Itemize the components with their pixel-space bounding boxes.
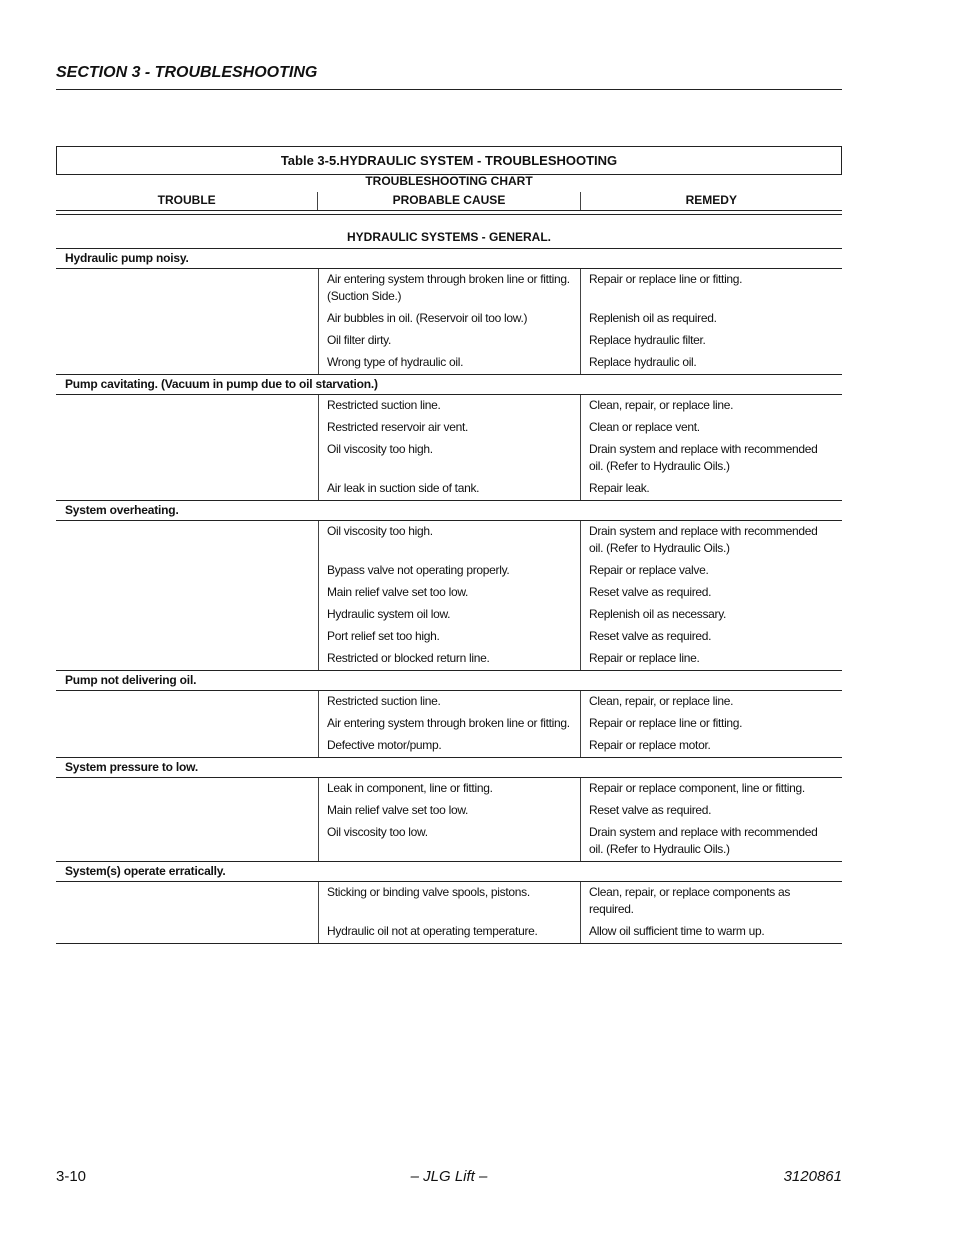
trouble-group: [56, 521, 842, 671]
document-number: 3120861: [783, 1168, 842, 1185]
trouble-heading: Pump not delivering oil.: [56, 671, 842, 691]
trouble-heading: System(s) operate erratically.: [56, 862, 842, 882]
probable-cause-cell: Bypass valve not operating properly.: [318, 560, 580, 582]
remedy-cell: Replace hydraulic filter.: [580, 330, 842, 352]
chart-label: TROUBLESHOOTING CHART: [365, 174, 533, 188]
trouble-column-spacer: [56, 521, 318, 670]
probable-cause-cell: Oil viscosity too high.: [318, 521, 580, 560]
remedy-cell: Drain system and replace with recommended oil. (Refer to Hydraulic Oils.): [580, 439, 842, 478]
table-row: [318, 921, 842, 943]
probable-cause-cell: Wrong type of hydraulic oil.: [318, 352, 580, 374]
remedy-cell: Repair or replace component, line or fitting.: [580, 778, 842, 800]
remedy-cell: Drain system and replace with recommended oil. (Refer to Hydraulic Oils.): [580, 822, 842, 861]
table-row: [318, 269, 842, 308]
cause-remedy-rows: [318, 269, 842, 374]
probable-cause-cell: Sticking or binding valve spools, pistons.: [318, 882, 580, 921]
cause-remedy-rows: [318, 778, 842, 861]
trouble-heading: Hydraulic pump noisy.: [56, 249, 842, 269]
probable-cause-cell: Defective motor/pump.: [318, 735, 580, 757]
trouble-heading: Pump cavitating. (Vacuum in pump due to oil starvation.): [56, 375, 842, 395]
probable-cause-cell: Hydraulic system oil low.: [318, 604, 580, 626]
probable-cause-cell: Port relief set too high.: [318, 626, 580, 648]
table-row: [318, 882, 842, 921]
trouble-group: [56, 269, 842, 375]
trouble-heading: System overheating.: [56, 501, 842, 521]
probable-cause-cell: Leak in component, line or fitting.: [318, 778, 580, 800]
column-header-cause: PROBABLE CAUSE: [317, 192, 579, 210]
table-row: [318, 648, 842, 670]
header-double-rule: [56, 210, 842, 215]
table-row: [318, 604, 842, 626]
probable-cause-cell: Main relief valve set too low.: [318, 800, 580, 822]
trouble-group: [56, 778, 842, 862]
remedy-cell: Allow oil sufficient time to warm up.: [580, 921, 842, 943]
footer-publisher: – JLG Lift –: [410, 1168, 488, 1185]
remedy-cell: Clean or replace vent.: [580, 417, 842, 439]
cause-remedy-rows: [318, 691, 842, 757]
trouble-group: [56, 882, 842, 944]
remedy-cell: Replace hydraulic oil.: [580, 352, 842, 374]
table-row: [318, 395, 842, 417]
remedy-cell: Repair or replace valve.: [580, 560, 842, 582]
trouble-heading: System pressure to low.: [56, 758, 842, 778]
table-row: [318, 735, 842, 757]
probable-cause-cell: Oil viscosity too high.: [318, 439, 580, 478]
table-title: Table 3-5.HYDRAULIC SYSTEM - TROUBLESHOOTING: [56, 146, 842, 175]
remedy-cell: Clean, repair, or replace components as required.: [580, 882, 842, 921]
cause-remedy-rows: [318, 395, 842, 500]
trouble-column-spacer: [56, 395, 318, 500]
probable-cause-cell: Restricted or blocked return line.: [318, 648, 580, 670]
probable-cause-cell: Hydraulic oil not at operating temperature.: [318, 921, 580, 943]
trouble-column-spacer: [56, 882, 318, 943]
trouble-column-spacer: [56, 691, 318, 757]
cause-remedy-rows: [318, 521, 842, 670]
table-row: [318, 713, 842, 735]
probable-cause-cell: Air leak in suction side of tank.: [318, 478, 580, 500]
remedy-cell: Drain system and replace with recommended oil. (Refer to Hydraulic Oils.): [580, 521, 842, 560]
probable-cause-cell: Air entering system through broken line or fitting.: [318, 713, 580, 735]
remedy-cell: Clean, repair, or replace line.: [580, 691, 842, 713]
remedy-cell: Reset valve as required.: [580, 800, 842, 822]
table-row: [318, 352, 842, 374]
column-headers: [56, 192, 842, 210]
probable-cause-cell: Oil filter dirty.: [318, 330, 580, 352]
remedy-cell: Reset valve as required.: [580, 582, 842, 604]
remedy-cell: Repair or replace line.: [580, 648, 842, 670]
trouble-group: [56, 395, 842, 501]
trouble-group: [56, 691, 842, 758]
troubleshooting-table: [56, 226, 842, 944]
table-row: [318, 822, 842, 861]
probable-cause-cell: Air entering system through broken line or fitting. (Suction Side.): [318, 269, 580, 308]
remedy-cell: Replenish oil as necessary.: [580, 604, 842, 626]
column-header-remedy: REMEDY: [580, 192, 842, 210]
table-row: [318, 778, 842, 800]
table-row: [318, 560, 842, 582]
remedy-cell: Replenish oil as required.: [580, 308, 842, 330]
page-number: 3-10: [56, 1168, 87, 1185]
table-row: [318, 800, 842, 822]
table-row: [318, 478, 842, 500]
remedy-cell: Repair or replace motor.: [580, 735, 842, 757]
table-row: [318, 521, 842, 560]
probable-cause-cell: Restricted suction line.: [318, 395, 580, 417]
table-row: [318, 582, 842, 604]
probable-cause-cell: Restricted reservoir air vent.: [318, 417, 580, 439]
section-title: SECTION 3 - TROUBLESHOOTING: [56, 64, 318, 81]
category-label: HYDRAULIC SYSTEMS - GENERAL.: [56, 226, 842, 249]
remedy-cell: Repair or replace line or fitting.: [580, 269, 842, 308]
table-row: [318, 308, 842, 330]
table-row: [318, 691, 842, 713]
table-row: [318, 626, 842, 648]
trouble-column-spacer: [56, 778, 318, 861]
probable-cause-cell: Main relief valve set too low.: [318, 582, 580, 604]
table-row: [318, 330, 842, 352]
probable-cause-cell: Air bubbles in oil. (Reservoir oil too low.): [318, 308, 580, 330]
remedy-cell: Clean, repair, or replace line.: [580, 395, 842, 417]
table-row: [318, 417, 842, 439]
trouble-column-spacer: [56, 269, 318, 374]
probable-cause-cell: Restricted suction line.: [318, 691, 580, 713]
probable-cause-cell: Oil viscosity too low.: [318, 822, 580, 861]
column-header-trouble: TROUBLE: [157, 193, 216, 207]
table-row: [318, 439, 842, 478]
remedy-cell: Reset valve as required.: [580, 626, 842, 648]
cause-remedy-rows: [318, 882, 842, 943]
remedy-cell: Repair or replace line or fitting.: [580, 713, 842, 735]
page-header: [56, 64, 842, 90]
remedy-cell: Repair leak.: [580, 478, 842, 500]
